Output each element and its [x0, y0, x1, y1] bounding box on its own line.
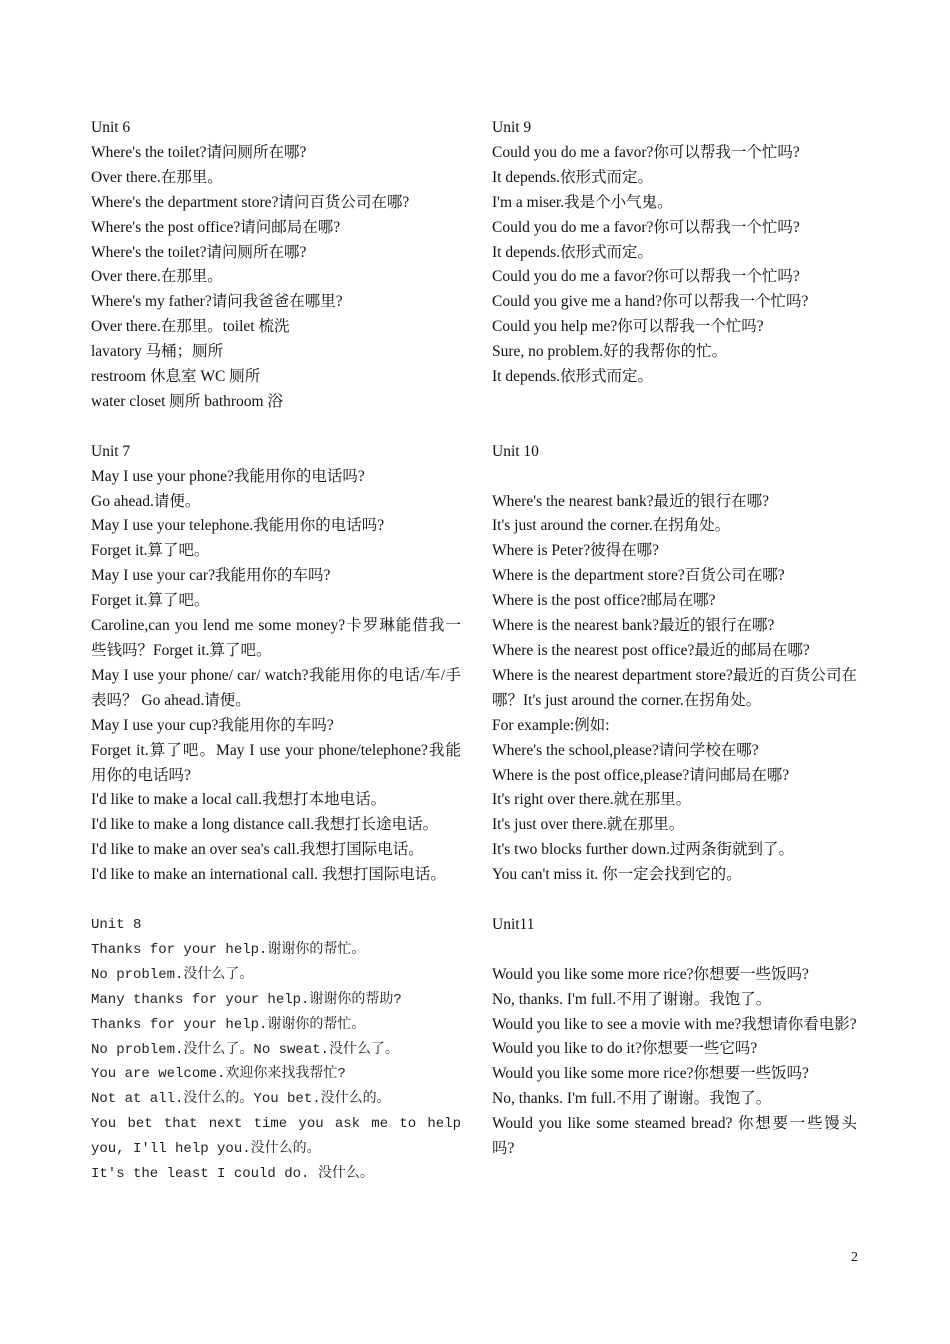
spacer: [492, 465, 857, 490]
page-number: 2: [851, 1250, 858, 1265]
phrase-line: You can't miss it. 你一定会找到它的。: [492, 866, 742, 884]
spacer: [91, 415, 461, 440]
phrase-line: It's two blocks further down.过两条街就到了。: [492, 841, 795, 859]
phrase-line: I'd like to make an international call. 我想打国际电话。: [91, 866, 446, 884]
phrase-line: No problem.没什么了。No sweat.没什么了。: [91, 1041, 400, 1058]
phrase-line: Where is the department store?百货公司在哪?: [492, 567, 785, 585]
phrase-line: You are welcome.欢迎你来找我帮忙?: [91, 1066, 346, 1083]
phrase-line: May I use your phone/ car/ watch?我能用你的电话/车/手表吗？ Go ahead.请便。: [91, 666, 461, 709]
phrase-line: Forget it.算了吧。: [91, 592, 210, 610]
phrase-line: I'd like to make a long distance call.我想打长途电话。: [91, 816, 439, 834]
phrase-line: Where's my father?请问我爸爸在哪里?: [91, 293, 343, 311]
phrase-line: Where's the school,please?请问学校在哪?: [492, 741, 759, 759]
phrase-line: Could you do me a favor?你可以帮我一个忙吗?: [492, 218, 800, 236]
phrase-line: May I use your phone?我能用你的电话吗?: [91, 467, 365, 485]
phrase-line: May I use your car?我能用你的车吗?: [91, 567, 331, 585]
phrase-line: Go ahead.请便。: [91, 492, 201, 510]
phrase-line: Could you do me a favor?你可以帮我一个忙吗?: [492, 143, 800, 161]
phrase-line: Would you like some more rice?你想要一些饭吗?: [492, 965, 809, 983]
phrase-line: It's just over there.就在那里。: [492, 816, 685, 834]
unit-11-section: [492, 913, 857, 1162]
phrase-line: Where's the toilet?请问厕所在哪?: [91, 243, 307, 261]
phrase-line: Would you like to do it?你想要一些它吗?: [492, 1040, 758, 1058]
phrase-line: lavatory 马桶；厕所: [91, 343, 224, 361]
unit-heading: Unit11: [492, 915, 535, 933]
phrase-line: Would you like some steamed bread? 你想要一些馒头吗?: [492, 1115, 857, 1158]
phrase-line: Could you give me a hand?你可以帮我一个忙吗?: [492, 293, 809, 311]
phrase-line: Where is the nearest bank?最近的银行在哪?: [492, 617, 775, 635]
phrase-line: water closet 厕所 bathroom 浴: [91, 392, 283, 410]
left-column: [91, 116, 461, 1187]
spacer: [492, 390, 857, 415]
phrase-line: Caroline,can you lend me some money?卡罗琳能借我一些钱吗？Forget it.算了吧。: [91, 617, 461, 660]
phrase-line: Sure, no problem.好的我帮你的忙。: [492, 343, 728, 361]
phrase-line: Could you do me a favor?你可以帮我一个忙吗?: [492, 268, 800, 286]
phrase-line: Not at all.没什么的。You bet.没什么的。: [91, 1091, 391, 1108]
phrase-line: It depends.依形式而定。: [492, 243, 654, 261]
phrase-line: It's just around the corner.在拐角处。: [492, 517, 731, 535]
phrase-line: I'd like to make an over sea's call.我想打国际电话。: [91, 841, 424, 859]
phrase-line: Where's the department store?请问百货公司在哪?: [91, 193, 410, 211]
phrase-line: It depends.依形式而定。: [492, 168, 654, 186]
phrase-line: May I use your cup?我能用你的车吗?: [91, 716, 334, 734]
phrase-line: restroom 休息室 WC 厕所: [91, 368, 261, 386]
phrase-line: Where's the toilet?请问厕所在哪?: [91, 143, 307, 161]
unit-heading: Unit 7: [91, 442, 131, 460]
phrase-line: I'd like to make a local call.我想打本地电话。: [91, 791, 387, 809]
phrase-line: It depends.依形式而定。: [492, 368, 654, 386]
phrase-line: No problem.没什么了。: [91, 966, 254, 983]
phrase-line: Many thanks for your help.谢谢你的帮助?: [91, 991, 402, 1008]
phrase-line: Over there.在那里。: [91, 168, 223, 186]
phrase-line: Thanks for your help.谢谢你的帮忙。: [91, 1016, 366, 1033]
phrase-line: Where's the post office?请问邮局在哪?: [91, 218, 341, 236]
unit-heading: Unit 6: [91, 119, 131, 136]
phrase-line: Would you like some more rice?你想要一些饭吗?: [492, 1065, 809, 1083]
phrase-line: Forget it.算了吧。May I use your phone/telephone?我能用你的电话吗?: [91, 741, 461, 784]
phrase-line: Where is the post office?邮局在哪?: [492, 592, 716, 610]
unit-6-section: [91, 116, 461, 415]
phrase-line: I'm a miser.我是个小气鬼。: [492, 193, 673, 211]
phrase-line: No, thanks. I'm full.不用了谢谢。我饱了。: [492, 1090, 772, 1108]
unit-heading: Unit 10: [492, 442, 539, 460]
phrase-line: Where is the nearest post office?最近的邮局在哪?: [492, 641, 810, 659]
unit-7-section: [91, 440, 461, 888]
phrase-line: For example:例如:: [492, 716, 610, 734]
unit-heading: Unit 8: [91, 916, 142, 933]
phrase-line: Over there.在那里。toilet 梳洗: [91, 318, 290, 336]
phrase-line: You bet that next time you ask me to help you, I'll help you.没什么的。: [91, 1116, 461, 1158]
phrase-line: Over there.在那里。: [91, 268, 223, 286]
phrase-line: Where is the post office,please?请问邮局在哪?: [492, 766, 790, 784]
phrase-line: Thanks for your help.谢谢你的帮忙。: [91, 941, 366, 958]
spacer: [91, 888, 461, 913]
phrase-line: It's right over there.就在那里。: [492, 791, 692, 809]
phrase-line: Could you help me?你可以帮我一个忙吗?: [492, 318, 764, 336]
phrase-line: Where is Peter?彼得在哪?: [492, 542, 659, 560]
phrase-line: Forget it.算了吧。: [91, 542, 210, 560]
spacer: [492, 888, 857, 913]
phrase-line: It's the least I could do. 没什么。: [91, 1166, 374, 1183]
spacer: [492, 415, 857, 440]
phrase-line: No, thanks. I'm full.不用了谢谢。我饱了。: [492, 990, 772, 1008]
phrase-line: Where is the nearest department store?最近的百货公司在哪？It's just around the corner.在拐角处。: [492, 666, 857, 709]
unit-heading: Unit 9: [492, 119, 532, 136]
phrase-line: May I use your telephone.我能用你的电话吗?: [91, 517, 385, 535]
unit-9-section: [492, 116, 857, 390]
unit-8-section: [91, 913, 461, 1187]
spacer: [492, 938, 857, 963]
phrase-line: Would you like to see a movie with me?我想请你看电影?: [492, 1015, 857, 1033]
right-column: [492, 116, 857, 1162]
phrase-line: Where's the nearest bank?最近的银行在哪?: [492, 492, 769, 510]
unit-10-section: [492, 440, 857, 888]
